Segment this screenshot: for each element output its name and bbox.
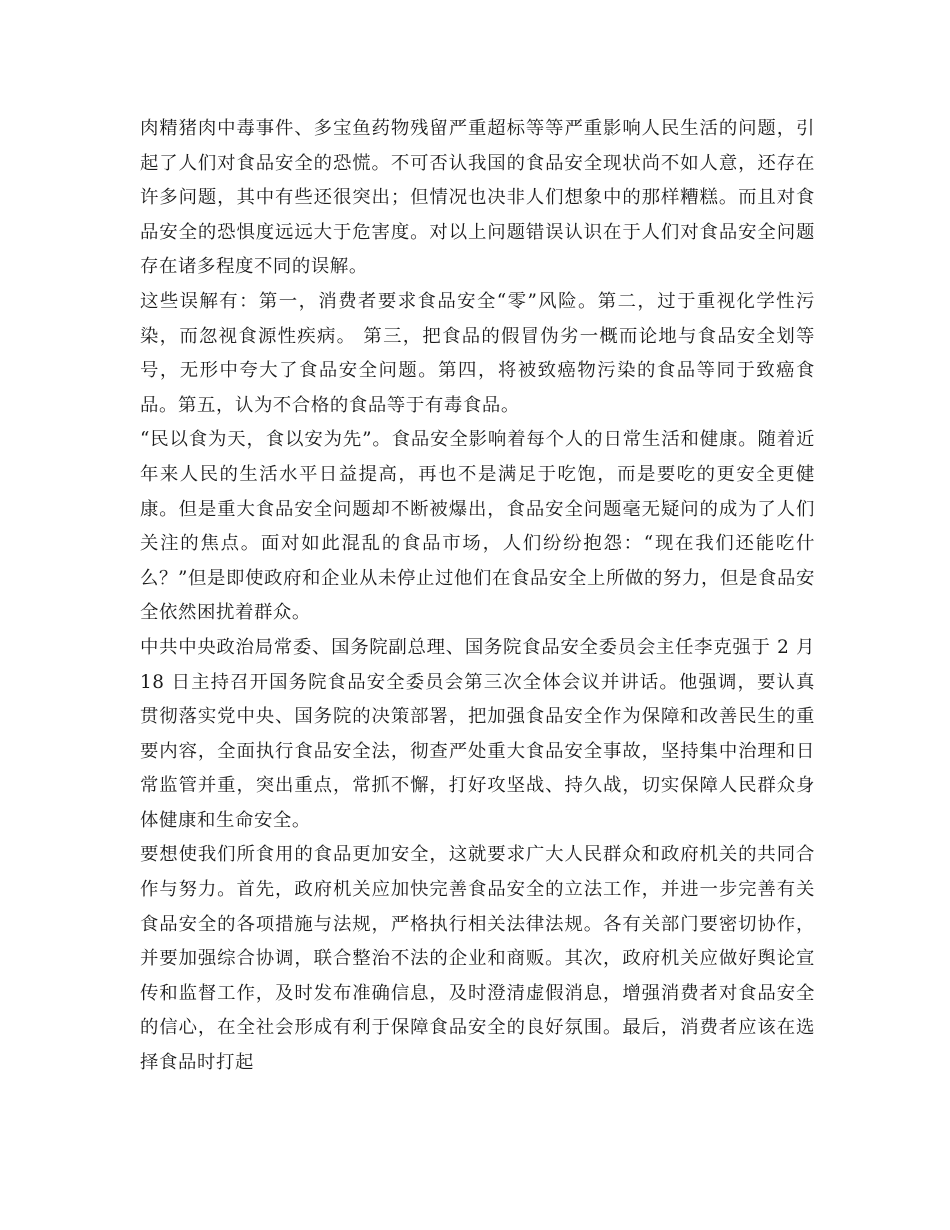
paragraph-2: 这些误解有：第一，消费者要求食品安全“零”风险。第二，过于重视化学性污染，而忽视食源性疾病。 第三，把食品的假冒伪劣一概而论地与食品安全划等号，无形中夸大了食品安全问题。第四，将被致癌物污染的食品等同于致癌食品。第五，认为不合格的食品等于有毒食品。 <box>140 290 815 416</box>
paragraph-1: 肉精猪肉中毒事件、多宝鱼药物残留严重超标等等严重影响人民生活的问题，引起了人们对食品安全的恐慌。不可否认我国的食品安全现状尚不如人意，还存在许多问题，其中有些还很突出；但情况也决非人们想象中的那样糟糕。而且对食品安全的恐惧度远远大于危害度。对以上问题错误认识在于人们对食品安全问题存在诸多程度不同的误解。 <box>140 118 815 278</box>
paragraph-3: “民以食为天，食以安为先”。食品安全影响着每个人的日常生活和健康。随着近年来人民的生活水平日益提高，再也不是满足于吃饱，而是要吃的更安全更健康。但是重大食品安全问题却不断被爆出，食品安全问题毫无疑问的成为了人们关注的焦点。面对如此混乱的食品市场，人们纷纷抱怨：“现在我们还能吃什么？”但是即使政府和企业从未停止过他们在食品安全上所做的努力，但是食品安全依然困扰着群众。 <box>140 429 815 624</box>
document-body <box>140 112 815 1081</box>
paragraph-5: 要想使我们所食用的食品更加安全，这就要求广大人民群众和政府机关的共同合作与努力。首先，政府机关应加快完善食品安全的立法工作，并进一步完善有关食品安全的各项措施与法规，严格执行相关法律法规。各有关部门要密切协作，并要加强综合协调，联合整治不法的企业和商贩。其次，政府机关应做好舆论宣传和监督工作，及时发布准确信息，及时澄清虚假消息，增强消费者对食品安全的信心，在全社会形成有利于保障食品安全的良好氛围。最后，消费者应该在选择食品时打起 <box>140 844 815 1074</box>
paragraph-4: 中共中央政治局常委、国务院副总理、国务院食品安全委员会主任李克强于 2 月 18 日主持召开国务院食品安全委员会第三次全体会议并讲话。他强调，要认真贯彻落实党中央、国务院的决策部署，把加强食品安全作为保障和改善民生的重要内容，全面执行食品安全法，彻查严处重大食品安全事故，坚持集中治理和日常监管并重，突出重点，常抓不懈，打好攻坚战、持久战，切实保障人民群众身体健康和生命安全。 <box>140 636 815 831</box>
